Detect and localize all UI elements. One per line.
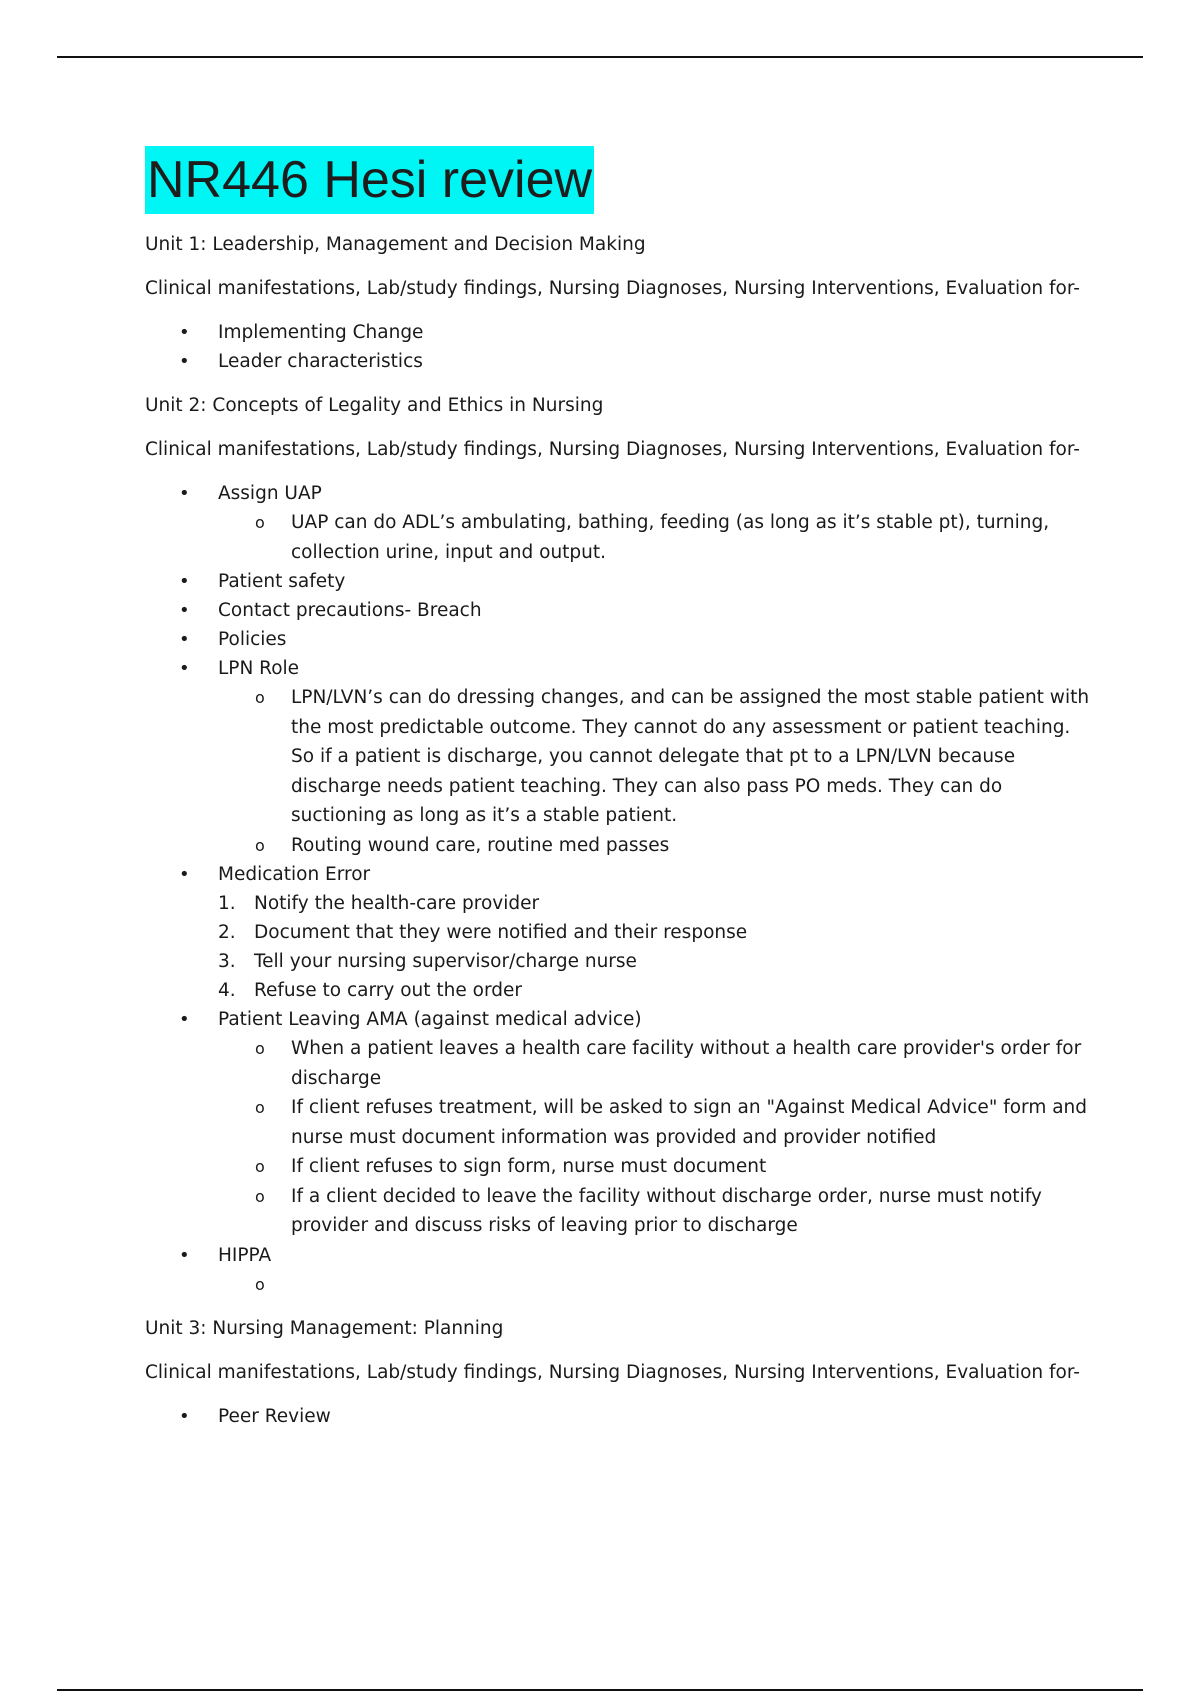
bullet-icon: • — [179, 658, 190, 679]
list-item-lpn-role: • LPN Role o LPN/LVN’s can do dressing changes, and can be assigned the most stable patient with the most predictable outcome. They cannot do any assessment or patient teaching. So if a patient is discharge, you cannot delegate that pt to a LPN/LVN because discharge needs patient teaching. They can also pass PO meds. They can do suctioning as long as it’s a stable patient. o Routing wound care, routine med passes — [145, 654, 1095, 860]
circle-bullet-icon: o — [255, 835, 265, 855]
bullet-icon: • — [179, 1009, 190, 1030]
sub-list-item: o If client refuses to sign form, nurse must document — [218, 1152, 1095, 1182]
list-item-assign-uap: • Assign UAP o UAP can do ADL’s ambulating, bathing, feeding (as long as it’s stable pt), turning, collection urine, input and output. — [145, 479, 1095, 567]
sub-list-item: o If a client decided to leave the facility without discharge order, nurse must notify provider and discuss risks of leaving prior to discharge — [218, 1182, 1095, 1241]
unit-1-heading: Unit 1: Leadership, Management and Decision Making — [145, 234, 646, 255]
bullet-icon: • — [179, 1406, 190, 1427]
numbered-item: 4. Refuse to carry out the order — [218, 980, 522, 1001]
sub-list — [218, 1270, 1095, 1300]
list-item: • Implementing Change — [145, 318, 1095, 347]
document-title: NR446 Hesi review — [145, 146, 594, 214]
sub-list-item: o UAP can do ADL’s ambulating, bathing, feeding (as long as it’s stable pt), turning, collection urine, input and output. — [218, 508, 1095, 567]
sub-list-item: o LPN/LVN’s can do dressing changes, and can be assigned the most stable patient with the most predictable outcome. They cannot do any assessment or patient teaching. So if a patient is discharge, you cannot delegate that pt to a LPN/LVN because discharge needs patient teaching. They can also pass PO meds. They can do suctioning as long as it’s a stable patient. — [218, 683, 1095, 831]
circle-bullet-icon: o — [255, 1157, 265, 1176]
unit-2-heading: Unit 2: Concepts of Legality and Ethics in Nursing — [145, 395, 604, 416]
circle-bullet-icon: o — [255, 688, 265, 707]
sub-list-item-empty — [218, 1270, 1095, 1300]
unit-1-list — [145, 318, 1095, 376]
unit-2-subheading: Clinical manifestations, Lab/study findings, Nursing Diagnoses, Nursing Interventions, Evaluation for- — [145, 439, 1080, 460]
unit-1-subheading: Clinical manifestations, Lab/study findings, Nursing Diagnoses, Nursing Interventions, Evaluation for- — [145, 278, 1080, 299]
sub-list — [218, 1034, 1095, 1241]
unit-3-list — [145, 1402, 1095, 1431]
bullet-icon: • — [179, 483, 190, 504]
list-item: • Policies — [145, 625, 1095, 654]
numbered-item: 1. Notify the health-care provider — [218, 893, 540, 914]
numbered-list — [218, 889, 1095, 1005]
bullet-icon: • — [179, 351, 190, 372]
list-item-medication-error: • Medication Error 1. Notify the health-care provider 2. Document that they were notified and their response 3. Tell your nursing supervisor/charge nurse 4. Refuse to carry out the order — [145, 860, 1095, 1005]
sub-list-item: o When a patient leaves a health care facility without a health care provider's order for discharge — [218, 1034, 1095, 1093]
unit-3-heading: Unit 3: Nursing Management: Planning — [145, 1318, 504, 1339]
circle-bullet-icon: o — [255, 1274, 265, 1294]
footer-rule — [57, 1689, 1143, 1691]
list-item: • Contact precautions- Breach — [145, 596, 1095, 625]
header-rule — [57, 56, 1143, 58]
list-item: • Peer Review — [145, 1402, 1095, 1431]
bullet-icon: • — [179, 629, 190, 650]
circle-bullet-icon: o — [255, 513, 265, 532]
bullet-icon: • — [179, 1244, 190, 1266]
sub-list — [218, 508, 1095, 567]
bullet-icon: • — [179, 600, 190, 621]
circle-bullet-icon: o — [255, 1098, 265, 1117]
sub-list-item: o Routing wound care, routine med passes — [218, 831, 1095, 861]
circle-bullet-icon: o — [255, 1039, 265, 1058]
list-item-hippa: • HIPPA o — [145, 1241, 1095, 1300]
sub-list — [218, 683, 1095, 860]
unit-2-list — [145, 479, 1095, 1299]
sub-list-item: o If client refuses treatment, will be asked to sign an "Against Medical Advice" form and nurse must document information was provided and provider notified — [218, 1093, 1095, 1152]
bullet-icon: • — [179, 864, 190, 885]
numbered-item: 3. Tell your nursing supervisor/charge nurse — [218, 951, 637, 972]
numbered-item: 2. Document that they were notified and their response — [218, 922, 748, 943]
unit-3-subheading: Clinical manifestations, Lab/study findings, Nursing Diagnoses, Nursing Interventions, Evaluation for- — [145, 1362, 1080, 1383]
list-item-ama: • Patient Leaving AMA (against medical advice) o When a patient leaves a health care facility without a health care provider's order for discharge o If client refuses treatment, will be asked to sign an "Against Medical Advice" form and nurse must document information was provided and provider notified o If client refuses to sign form, nurse must document o If a client decided to leave the facility without discharge order, nurse must notify provider and discuss risks of leaving prior to discharge — [145, 1005, 1095, 1241]
bullet-icon: • — [179, 571, 190, 592]
list-item: • Patient safety — [145, 567, 1095, 596]
list-item: • Leader characteristics — [145, 347, 1095, 376]
document-body — [145, 146, 1095, 1446]
bullet-icon: • — [179, 322, 190, 343]
circle-bullet-icon: o — [255, 1186, 265, 1206]
